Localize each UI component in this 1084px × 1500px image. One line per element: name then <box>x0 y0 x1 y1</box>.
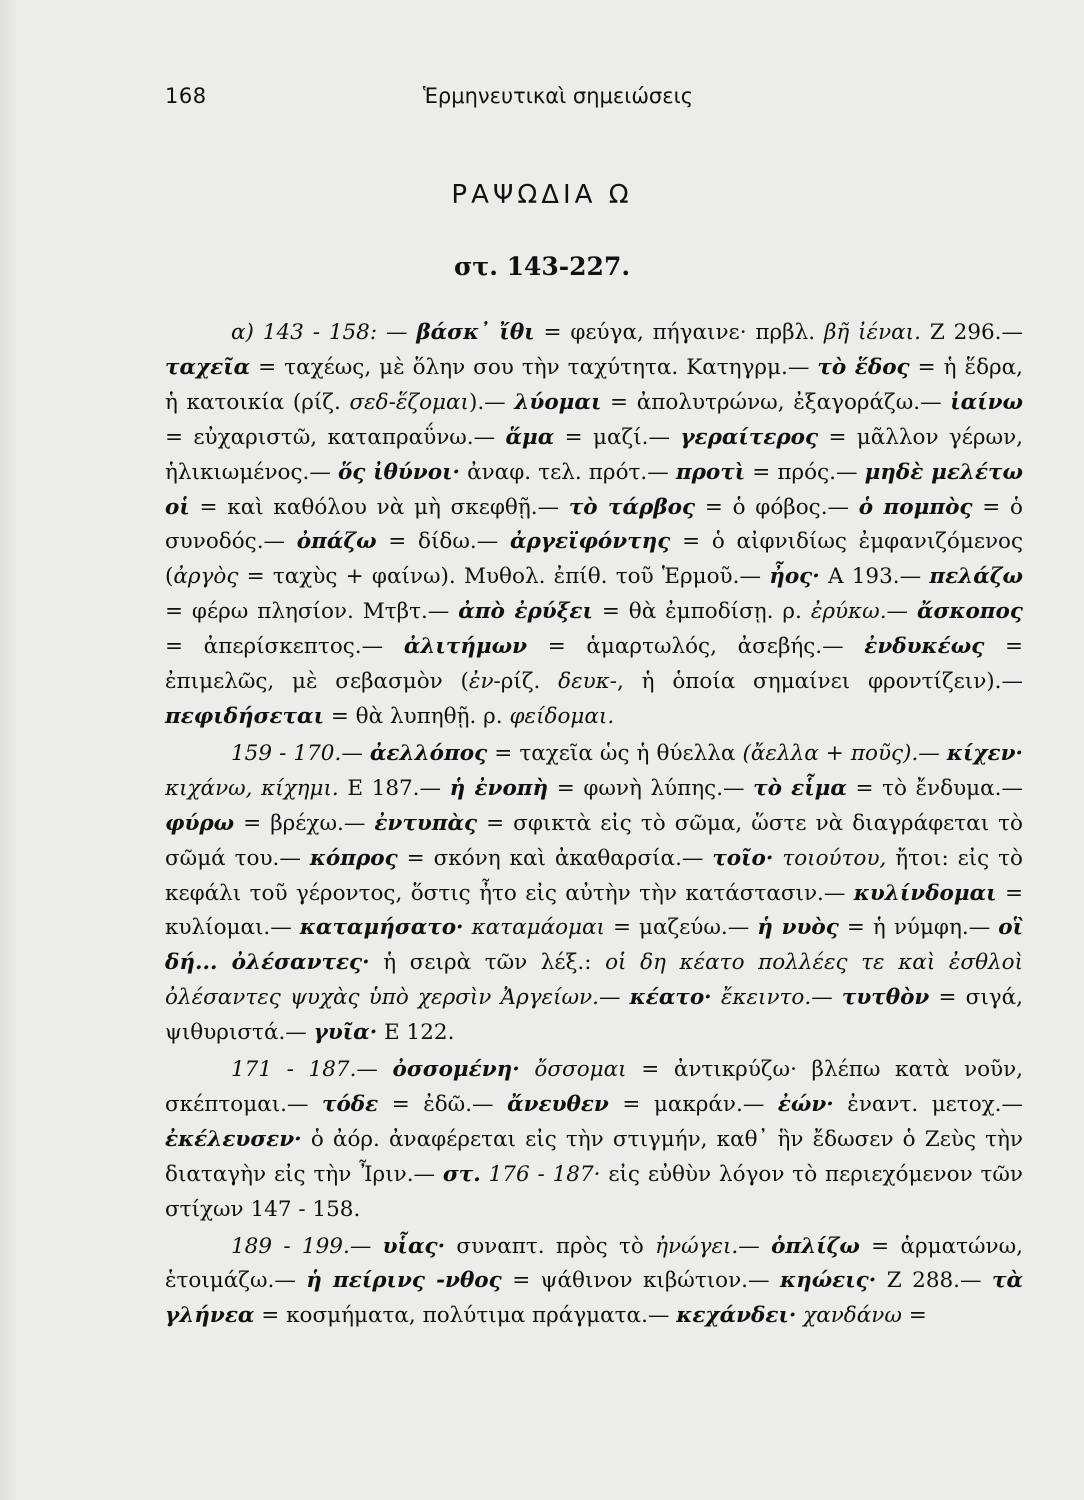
gloss-text: = θὰ ἐμποδίσῃ. ρ. <box>592 599 811 625</box>
lemma: υἷας· <box>382 1233 446 1259</box>
gloss-text <box>481 1162 489 1187</box>
lemma: ἀελλόπος <box>369 740 488 766</box>
italic-text: ἐν <box>468 669 494 695</box>
lemma: ἐκέλευσεν· <box>165 1126 302 1152</box>
gloss-text: = ἐπιμελῶς, μὲ σεβασμὸν ( <box>165 634 1023 695</box>
gloss-text: = ταχέως, μὲ ὅλην σου τὴν ταχύτητα. Κατηγρμ.— <box>250 354 818 380</box>
gloss-text: ἤτοι: εἰς τὸ κεφάλι τοῦ γέροντος, ὅστις ἦτο εἰς αὐτὴν τὴν κατάστασιν.— <box>165 845 1023 906</box>
gloss-text: = φέρω πλησίον. Μτβτ.— <box>165 599 459 625</box>
commentary-paragraph <box>165 316 1023 735</box>
gloss-text: = ἀπερίσκεπτος.— <box>165 634 404 660</box>
gloss-text <box>712 985 721 1010</box>
gloss-text: = ταχὺς + φαίνω). Μυθολ. ἐπίθ. τοῦ Ἑρμοῦ.— <box>238 564 770 590</box>
gloss-text: Ζ 296.— <box>920 320 1024 345</box>
gloss-text: = τὸ ἔνδυμα.— <box>846 775 1023 801</box>
gloss-text: — <box>811 985 842 1011</box>
gloss-text: — <box>598 985 630 1011</box>
gloss-text: = μαζί.— <box>554 424 681 450</box>
gloss-text: — <box>886 599 917 625</box>
gloss-text: = κυλίομαι.— <box>165 880 1023 941</box>
running-title: Ἑρμηνευτικαὶ σημειώσεις <box>423 84 694 108</box>
gloss-text: = δίδω.— <box>376 529 510 555</box>
lemma: τὸ εἷμα <box>753 775 847 801</box>
lemma: φύρω <box>165 810 235 836</box>
italic-text: τοιούτου, <box>782 845 887 871</box>
gloss-text: Ε 122. <box>377 1020 455 1046</box>
lemma: τυτθὸν <box>841 985 930 1011</box>
gloss-text: = ψάθινον κιβώτιον.— <box>501 1268 780 1294</box>
gloss-text: = σκόνη καὶ ἀκαθαρσία.— <box>397 845 713 871</box>
lemma: προτὶ <box>675 459 746 485</box>
lemma: κυλίνδομαι <box>853 880 997 906</box>
gloss-text: = σιγά, ψιθυριστά.— <box>165 985 1023 1046</box>
italic-text: 171 - 187. <box>231 1057 357 1083</box>
italic-text: ἠνώγει. <box>655 1233 739 1259</box>
section-title: ΡΑΨΩΔΙΑ Ω <box>451 180 633 210</box>
commentary-body <box>165 316 1023 1334</box>
italic-text: 189 - 199. <box>231 1233 350 1259</box>
lemma: ἐών· <box>777 1091 834 1117</box>
italic-text: φείδομαι. <box>509 703 615 729</box>
lemma: τόδε <box>321 1091 379 1117</box>
gloss-text: = ἀντικρύζω· βλέπω κατὰ νοῦν, σκέπτομαι.— <box>165 1057 1023 1117</box>
running-header <box>165 84 1025 118</box>
lemma: κεχάνδει· <box>676 1303 797 1329</box>
verse-range-subtitle: στ. 143-227. <box>453 252 631 281</box>
gloss-text: -ρίζ. <box>493 669 559 695</box>
gloss-text: — <box>341 740 370 766</box>
gloss-text: = ταχεῖα ὡς ἡ θύελλα <box>487 740 743 766</box>
gloss-text: ἡ σειρὰ τῶν λέξ.: <box>369 950 606 976</box>
gloss-text: = εὐχαριστῶ, καταπραΰνω.— <box>165 424 506 450</box>
gloss-text: — <box>918 740 947 766</box>
lemma: στ. <box>442 1161 481 1187</box>
lemma: κίχεν· <box>946 740 1023 766</box>
lemma: τὰ γλήνεα <box>165 1268 1023 1329</box>
lemma: ἦος· <box>769 564 820 590</box>
lemma: κηώεις· <box>779 1268 877 1294</box>
lemma: τὸ ἕδος <box>817 354 910 380</box>
gloss-text: = καὶ καθόλου νὰ μὴ σκεφθῇ.— <box>189 494 569 520</box>
gloss-text: εἰς εὐθὺν λόγον τὸ περιεχόμενον τῶν στίχων 147 - 158. <box>165 1161 1024 1222</box>
gloss-text: ).— <box>468 389 515 415</box>
lemma: μηδὲ μελέτω οἱ <box>165 459 1023 520</box>
gloss-text: = θὰ λυπηθῇ. ρ. <box>323 703 510 729</box>
lemma: βάσκ᾽ ἴθι <box>416 320 535 345</box>
lemma: ἀργεϊφόντης <box>509 529 671 555</box>
lemma: ἄσκοπος <box>916 599 1023 625</box>
gloss-text: = μακράν.— <box>608 1091 778 1117</box>
lemma: οἳ δή... ὀλέσαντες· <box>165 915 1023 976</box>
gloss-text: = ἀπολυτρώνω, ἐξαγοράζω.— <box>601 389 951 415</box>
lemma: ἐντυπὰς <box>374 810 478 836</box>
gloss-text: = ἐδῶ.— <box>378 1091 508 1117</box>
italic-text: βῆ ἰέναι. <box>823 320 921 345</box>
page-number: 168 <box>165 84 207 108</box>
lemma: γεραίτερος <box>680 424 819 450</box>
italic-text: χανδάνω <box>803 1303 902 1329</box>
lemma: πεφιδήσεται <box>165 703 324 729</box>
gloss-text: Ζ 288.— <box>876 1268 992 1294</box>
gloss-text <box>464 915 472 940</box>
gloss-text: = ἡ νύμφη.— <box>838 915 999 941</box>
lemma: ἅμα <box>505 424 555 450</box>
lemma: ἡ ἐνοπὴ <box>449 775 549 801</box>
gloss-text: Ε 187.— <box>338 775 450 801</box>
gloss-text: — <box>349 1233 383 1259</box>
lemma: ἀλιτήμων <box>403 634 528 660</box>
gloss-text <box>520 1057 535 1082</box>
gloss-text: Α 193.— <box>819 564 930 590</box>
gloss-text <box>773 846 782 871</box>
italic-text: σεδ-ἕζομαι <box>349 389 469 415</box>
lemma: ὁπλίζω <box>771 1233 860 1259</box>
lemma: τοῖο· <box>712 845 774 871</box>
italic-text: ἔκειντο. <box>720 985 812 1011</box>
italic-text: 159 - 170. <box>231 740 342 766</box>
gloss-text: συναπτ. πρὸς τὸ <box>445 1233 656 1259</box>
gloss-text: = ὁ συνοδός.— <box>165 494 1023 555</box>
commentary-paragraph <box>165 1230 1023 1335</box>
lemma: ἡ νυὸς <box>757 915 839 941</box>
lemma: ἐνδυκέως <box>864 634 985 660</box>
lemma: κόπρος <box>309 845 398 871</box>
gloss-text: = μαζεύω.— <box>604 915 758 941</box>
italic-text: δευκ- <box>558 669 618 695</box>
gloss-text: = ἁμαρτωλός, ἀσεβής.— <box>527 634 865 660</box>
gloss-text: ἀναφ. τελ. πρότ.— <box>459 459 676 485</box>
gloss-text: — <box>738 1233 772 1259</box>
gloss-text: = κοσμήματα, πολύτιμα πράγματα.— <box>254 1303 677 1329</box>
gloss-text: , ἡ ὁποία σημαίνει φροντίζειν).— <box>617 669 1024 695</box>
italic-text: κιχάνω, κίχημι. <box>165 775 339 801</box>
lemma: λύομαι <box>514 389 602 415</box>
commentary-paragraph <box>165 1053 1023 1228</box>
italic-text: οἱ δη κέατο πολλέες τε καὶ ἐσθλοὶ ὀλέσαντες ψυχὰς ὑπὸ χερσὶν Ἀργείων. <box>165 950 1024 1011</box>
lemma: ταχεῖα <box>165 354 251 380</box>
lemma: γυῖα· <box>313 1020 378 1046</box>
italic-text: ἐρύκω. <box>810 599 887 625</box>
lemma: ὀσσομένη· <box>392 1057 520 1083</box>
gloss-text: = ἁρματώνω, ἑτοιμάζω.— <box>165 1233 1023 1294</box>
gloss-text: = φεύγα, πήγαινε· πρβλ. <box>534 320 824 345</box>
gloss-text: = βρέχω.— <box>234 810 375 836</box>
lemma: ἄνευθεν <box>507 1091 609 1117</box>
lemma: ὅς ἰθύνοι· <box>337 459 460 485</box>
lemma: καταμήσατο· <box>299 915 464 941</box>
gloss-text: = ἡ ἕδρα, ἡ κατοικία (ρίζ. <box>165 354 1024 415</box>
lemma: ἀπὸ ἐρύξει <box>458 599 593 625</box>
italic-text: ὄσσομαι <box>534 1057 627 1083</box>
gloss-text: — <box>356 1057 393 1083</box>
lemma: κέατο· <box>629 985 712 1011</box>
lemma: ἰαίνω <box>950 389 1023 415</box>
lemma: ἡ πείρινς -νθος <box>306 1268 502 1294</box>
gloss-text: = φωνὴ λύπης.— <box>548 775 754 801</box>
lemma: τὸ τάρβος <box>568 494 696 520</box>
gloss-text: = ὁ φόβος.— <box>695 494 859 520</box>
italic-text: καταμάομαι <box>471 915 605 941</box>
gloss-text: ἐναντ. μετοχ.— <box>833 1091 1024 1117</box>
lemma: ὁ πομπὸς <box>858 494 973 520</box>
italic-text: α) 143 - 158: — <box>231 320 417 345</box>
italic-text: (ἄελλα + ποῦς). <box>742 740 919 766</box>
gloss-text: = μᾶλλον γέρων, ἡλικιωμένος.— <box>165 424 1023 485</box>
lemma: πελάζω <box>929 564 1023 590</box>
lemma: ὀπάζω <box>296 529 377 555</box>
gloss-text: = σφικτὰ εἰς τὸ σῶμα, ὥστε νὰ διαγράφεται τὸ σῶμά του.— <box>165 810 1023 871</box>
gloss-text: = <box>901 1303 927 1329</box>
italic-text: 176 - 187· <box>488 1161 601 1187</box>
gloss-text: = ὁ αἰφνιδίως ἐμφανιζόμενος ( <box>165 529 1024 590</box>
commentary-paragraph <box>165 737 1023 1051</box>
gloss-text: ὁ ἀόρ. ἀναφέρεται εἰς τὴν στιγμήν, καθ᾽ ἣν ἔδωσεν ὁ Ζεὺς τὴν διαταγὴν εἰς τὴν Ἶριν.— <box>165 1126 1023 1187</box>
italic-text: ἀργὸς <box>173 564 239 590</box>
gloss-text: = πρός.— <box>745 459 865 485</box>
